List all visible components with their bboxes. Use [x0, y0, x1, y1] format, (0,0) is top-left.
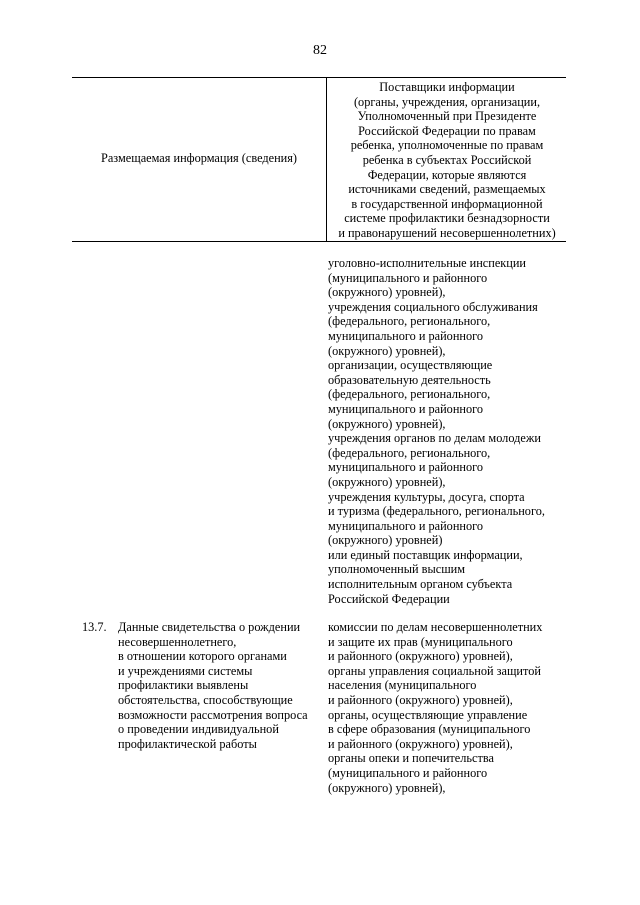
item-description-line: обстоятельства, способствующие	[118, 692, 293, 707]
continuation-line: муниципального и районного	[328, 401, 484, 416]
item-description-line: профилактической работы	[118, 736, 257, 751]
item-description-line: Данные свидетельства о рождении	[118, 620, 301, 634]
continuation-line: Российской Федерации	[328, 591, 450, 606]
continuation-line: (федерального, регионального,	[328, 445, 491, 460]
table-header-left-label: Размещаемая информация (сведения)	[101, 151, 297, 165]
item-provider-line: и защите их прав (муниципального	[328, 634, 513, 649]
continuation-line: муниципального и районного	[328, 518, 484, 533]
item-description-line: профилактики выявлены	[118, 678, 249, 693]
item-provider-line: и районного (окружного) уровней),	[328, 692, 513, 707]
item-provider-line: населения (муниципального	[328, 678, 477, 693]
item-description-line: в отношении которого органами	[118, 649, 287, 664]
item-provider-line: в сфере образования (муниципального	[328, 722, 531, 737]
continuation-line: учреждения социального обслуживания	[328, 299, 538, 314]
continuation-line: организации, осуществляющие	[328, 358, 493, 373]
continuation-line: уполномоченный высшим	[328, 562, 466, 577]
header-right-line: в государственной информационной	[351, 196, 543, 211]
item-provider-line: (окружного) уровней),	[328, 780, 446, 795]
continuation-line: (федерального, регионального,	[328, 314, 491, 329]
header-right-line: ребенка в субъектах Российской	[362, 152, 532, 167]
item-description-line: возможности рассмотрения вопроса	[118, 707, 308, 722]
item-number: 13.7.	[82, 620, 107, 634]
continuation-line: и туризма (федерального, регионального,	[328, 504, 545, 519]
continuation-line: муниципального и районного	[328, 460, 484, 475]
table-header-right-cell	[328, 80, 566, 241]
continuation-line: (федерального, регионального,	[328, 387, 491, 402]
item-provider-line: и районного (окружного) уровней),	[328, 736, 513, 751]
continuation-line: образовательную деятельность	[328, 372, 491, 387]
table-header-column-divider	[326, 77, 327, 241]
continuation-line: или единый поставщик информации,	[328, 547, 523, 562]
item-provider-line: органы управления социальной защитой	[328, 663, 541, 678]
item-description-line: несовершеннолетнего,	[118, 634, 237, 649]
header-right-line: Российской Федерации по правам	[358, 123, 536, 138]
item-provider-line: органы опеки и попечительства	[328, 751, 494, 766]
header-right-line: источниками сведений, размещаемых	[348, 182, 546, 197]
item-description-line: и учреждениями системы	[118, 663, 253, 678]
item-description-cell	[118, 620, 308, 751]
header-right-line: (органы, учреждения, организации,	[353, 94, 541, 109]
continuation-line: учреждения культуры, досуга, спорта	[328, 489, 525, 504]
header-right-line: системе профилактики безнадзорности	[344, 211, 550, 226]
continuation-line: муниципального и районного	[328, 328, 484, 343]
header-right-line: Поставщики информации	[379, 80, 515, 94]
continuation-line: (окружного) уровней),	[328, 474, 446, 489]
continuation-providers-cell	[328, 256, 545, 606]
item-provider-line: комиссии по делам несовершеннолетних	[328, 620, 543, 634]
item-provider-line: (муниципального и районного	[328, 765, 488, 780]
header-right-line: Федерации, которые являются	[367, 167, 527, 182]
table-header-bottom-rule	[72, 241, 566, 242]
continuation-line: (окружного) уровней),	[328, 343, 446, 358]
header-right-line: и правонарушений несовершеннолетних)	[338, 225, 556, 240]
item-description-line: о проведении индивидуальной	[118, 722, 279, 737]
table-header-top-rule	[72, 77, 566, 78]
header-right-line: ребенка, уполномоченные по правам	[350, 138, 544, 153]
continuation-line: (окружного) уровней)	[328, 533, 443, 548]
continuation-line: (окружного) уровней),	[328, 416, 446, 431]
item-providers-cell	[328, 620, 542, 795]
continuation-line: (муниципального и районного	[328, 270, 488, 285]
continuation-line: учреждения органов по делам молодежи	[328, 431, 541, 446]
item-provider-line: и районного (окружного) уровней),	[328, 649, 513, 664]
continuation-line: исполнительным органом субъекта	[328, 577, 513, 592]
item-provider-line: органы, осуществляющие управление	[328, 707, 528, 722]
continuation-line: (окружного) уровней),	[328, 285, 446, 300]
continuation-line: уголовно-исполнительные инспекции	[328, 256, 527, 270]
page-number: 82	[313, 43, 327, 58]
table-header-left-cell	[72, 151, 326, 166]
header-right-line: Уполномоченный при Президенте	[357, 109, 537, 124]
